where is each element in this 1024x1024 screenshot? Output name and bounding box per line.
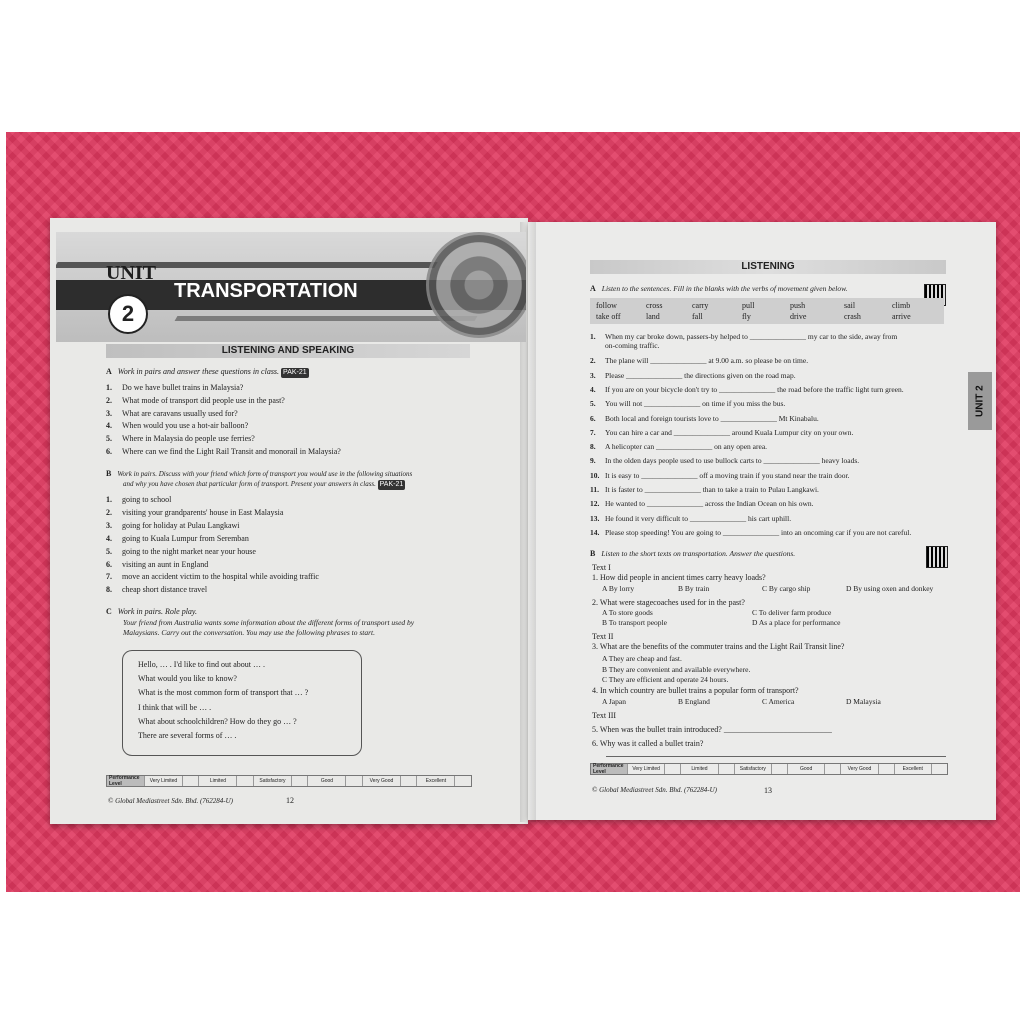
qr-code-icon[interactable]	[926, 546, 948, 568]
performance-cell	[346, 776, 363, 786]
performance-cell	[183, 776, 200, 786]
instruction: Your friend from Australia wants some information about the different forms of transport used by	[123, 618, 415, 627]
instruction: Work in pairs. Role play.	[117, 607, 198, 616]
question-text: Do we have bullet trains in Malaysia?	[122, 383, 244, 392]
question-text: Where in Malaysia do people use ferries?	[122, 434, 255, 444]
item-number: 8.	[590, 442, 596, 452]
performance-cell: Performance Level	[591, 764, 628, 774]
instruction: Malaysians. Carry out the conversation. You may use the following phrases to start.	[123, 628, 376, 637]
phrase: What would you like to know?	[138, 674, 237, 684]
option: C By cargo ship	[762, 584, 811, 593]
option: A They are cheap and fast.	[602, 654, 682, 663]
question: 5. When was the bullet train introduced? ___________________________	[592, 725, 832, 734]
text-label: Text II	[592, 632, 614, 641]
performance-cell: Satisfactory	[735, 764, 772, 774]
item-number: 4.	[590, 384, 596, 394]
phrase: Hello, … . I'd like to find out about … .	[138, 660, 265, 669]
performance-cell	[401, 776, 418, 786]
unit-tab: UNIT 2	[968, 372, 992, 430]
situation-text: going for holiday at Pulau Langkawi	[122, 520, 240, 530]
situation-text: going to school	[122, 495, 172, 504]
situation-text: move an accident victim to the hospital while avoiding traffic	[122, 572, 319, 582]
question-number: 4.	[106, 421, 112, 431]
performance-cell	[879, 764, 895, 774]
performance-cell	[719, 764, 735, 774]
item-text: In the olden days people used to use bullock carts to _______________ heavy loads.	[605, 456, 860, 466]
item-text: When my car broke down, passers-by helped to _______________ my car to the side, away from	[605, 332, 898, 341]
option: A Japan	[602, 697, 626, 706]
situation-text: going to Kuala Lumpur from Seremban	[122, 533, 249, 543]
performance-cell	[825, 764, 841, 774]
option: C America	[762, 697, 795, 706]
unit-label: UNIT	[106, 262, 157, 284]
copyright: © Global Mediastreet Sdn. Bhd. (762284-U)	[592, 786, 718, 794]
vocab-word: land	[646, 312, 660, 321]
instruction-line: and why you have chosen that particular form of transport. Present your answers in class.	[123, 480, 376, 488]
situation-number: 5.	[106, 546, 112, 556]
banner-stripe	[175, 316, 478, 321]
instruction	[123, 479, 405, 490]
performance-cell: Performance Level	[107, 776, 145, 786]
question: 4. In which country are bullet trains a popular form of transport?	[592, 686, 799, 695]
phrase: What is the most common form of transport that … ?	[138, 688, 309, 698]
performance-cell	[455, 776, 471, 786]
item-number: 5.	[590, 399, 596, 409]
vocab-word: follow	[596, 301, 617, 310]
item-text: Please _______________ the directions given on the road map.	[605, 370, 796, 380]
unit-number: 2	[108, 294, 148, 334]
option: D By using oxen and donkey	[846, 584, 934, 593]
situation-number: 1.	[106, 495, 112, 504]
performance-cell	[772, 764, 788, 774]
phrase: I think that will be … .	[138, 702, 212, 712]
question-text: Where can we find the Light Rail Transit and monorail in Malaysia?	[122, 447, 341, 456]
item-text: Both local and foreign tourists love to _______________ Mt Kinabalu.	[605, 413, 819, 423]
option: D Malaysia	[846, 697, 881, 706]
phrase: What about schoolchildren? How do they go … ?	[138, 716, 297, 726]
question-number: 1.	[106, 383, 112, 392]
pak-badge: PAK-21	[283, 369, 307, 376]
unit-title: TRANSPORTATION	[174, 280, 358, 302]
option: B To transport people	[602, 618, 667, 627]
item-text: You will not _______________ on time if you miss the bus.	[605, 399, 786, 409]
instruction: Work in pairs. Discuss with your friend which form of transport you would use in the following situations	[117, 470, 413, 478]
question-number: 2.	[106, 395, 112, 405]
situation-text: visiting your grandparents' house in East Malaysia	[122, 507, 284, 517]
option: A To store goods	[602, 608, 653, 617]
situation-text: cheap short distance travel	[122, 585, 208, 595]
situation-number: 4.	[106, 533, 112, 543]
performance-cell: Satisfactory	[254, 776, 292, 786]
instruction: Listen to the short texts on transportation. Answer the questions.	[601, 549, 796, 558]
wheel-graphic	[426, 232, 526, 338]
situation-number: 2.	[106, 507, 112, 517]
page-number: 12	[286, 796, 294, 805]
section-title: LISTENING AND SPEAKING	[106, 344, 470, 358]
question-text: When would you use a hot-air balloon?	[122, 421, 249, 431]
performance-cell: Good	[308, 776, 346, 786]
item-number: 2.	[590, 356, 596, 366]
vocab-word: pull	[742, 301, 755, 310]
answer-line	[606, 756, 946, 757]
section-b	[590, 549, 795, 559]
item-number: 14.	[590, 527, 600, 537]
situation-number: 3.	[106, 520, 112, 530]
performance-cell: Limited	[199, 776, 237, 786]
item-text: Please stop speeding! You are going to _______________ into an oncoming car if you are not careful.	[605, 527, 912, 537]
item-number: 12.	[590, 499, 600, 509]
performance-cell	[932, 764, 947, 774]
item-text: The plane will _______________ at 9.00 a.m. so please be on time.	[605, 356, 809, 366]
performance-cell: Good	[788, 764, 825, 774]
instruction: Listen to the sentences. Fill in the blanks with the verbs of movement given below.	[601, 284, 848, 293]
performance-cell: Very Limited	[628, 764, 665, 774]
item-text: It is easy to _______________ off a moving train if you stand near the train door.	[605, 470, 850, 480]
item-text: He found it very difficult to _______________ his cart uphill.	[605, 513, 792, 523]
section-a	[590, 284, 847, 294]
performance-level-table	[106, 775, 472, 787]
item-text: If you are on your bicycle don't try to _______________ the road before the traffic light turn green.	[605, 384, 904, 394]
vocab-word: cross	[646, 301, 663, 310]
question-text: What mode of transport did people use in the past?	[122, 395, 285, 405]
vocab-word: drive	[790, 312, 807, 321]
question: 6. Why was it called a bullet train?	[592, 739, 704, 748]
section-a	[106, 367, 309, 378]
copyright: © Global Mediastreet Sdn. Bhd. (762284-U)	[108, 797, 234, 805]
performance-cell	[665, 764, 681, 774]
question-number: 6.	[106, 447, 112, 456]
performance-cell: Very Good	[841, 764, 878, 774]
phrase: There are several forms of … .	[138, 731, 237, 740]
vocab-word: fly	[742, 312, 751, 321]
section-letter: A	[590, 284, 596, 293]
situation-number: 6.	[106, 559, 112, 569]
vocab-word: sail	[844, 301, 856, 310]
question-number: 3.	[106, 408, 112, 418]
performance-cell: Excellent	[417, 776, 455, 786]
section-c	[106, 607, 197, 617]
vocab-word: push	[790, 301, 806, 310]
performance-cell: Very Good	[363, 776, 401, 786]
option: D As a place for performance	[752, 618, 841, 627]
item-number: 11.	[590, 485, 599, 494]
section-b	[106, 469, 412, 479]
option: C To deliver farm produce	[752, 608, 832, 617]
option: B England	[678, 697, 710, 706]
item-text: It is faster to _______________ than to take a train to Pulau Langkawi.	[605, 485, 819, 494]
item-number: 1.	[590, 332, 596, 341]
section-letter: B	[106, 469, 112, 478]
performance-cell	[292, 776, 309, 786]
vocab-word: carry	[692, 301, 709, 310]
section-letter: B	[590, 549, 596, 558]
performance-cell: Excellent	[895, 764, 932, 774]
vocab-word: fall	[692, 312, 703, 321]
item-text: A helicopter can _______________ on any open area.	[605, 442, 768, 452]
vocab-word: climb	[892, 301, 911, 310]
situation-text: visiting an aunt in England	[122, 559, 209, 569]
text-label: Text I	[592, 563, 611, 572]
option: B They are convenient and available everywhere.	[602, 664, 751, 674]
item-number: 3.	[590, 370, 596, 380]
page-number: 13	[764, 786, 772, 795]
item-text: on-coming traffic.	[605, 341, 660, 350]
question-text: What are caravans usually used for?	[122, 408, 238, 418]
situation-number: 8.	[106, 585, 112, 595]
instruction: Work in pairs and answer these questions in class.	[117, 367, 280, 376]
situation-text: going to the night market near your house	[122, 546, 256, 556]
question: 2. What were stagecoaches used for in the past?	[592, 598, 745, 607]
question: 3. What are the benefits of the commuter trains and the Light Rail Transit line?	[592, 642, 845, 651]
performance-cell: Very Limited	[145, 776, 183, 786]
option: A By lorry	[602, 584, 635, 593]
section-title: LISTENING	[590, 260, 946, 274]
item-number: 9.	[590, 456, 596, 466]
option: C They are efficient and operate 24 hours.	[602, 675, 729, 684]
item-number: 7.	[590, 427, 596, 437]
pak-badge: PAK-21	[379, 481, 404, 488]
vocab-word: take off	[596, 312, 621, 321]
item-text: He wanted to _______________ across the Indian Ocean on his own.	[605, 499, 814, 509]
option: B By train	[678, 584, 710, 593]
text-label: Text III	[592, 711, 617, 720]
vocab-word: crash	[844, 312, 861, 321]
performance-level-table	[590, 763, 948, 775]
section-letter: A	[106, 367, 112, 376]
question: 1. How did people in ancient times carry heavy loads?	[592, 573, 766, 582]
vocabulary-box	[590, 298, 944, 324]
performance-cell	[237, 776, 254, 786]
item-text: You can hire a car and _______________ around Kuala Lumpur city on your own.	[605, 427, 854, 437]
section-letter: C	[106, 607, 112, 616]
vocab-word: arrive	[892, 312, 911, 321]
situation-number: 7.	[106, 572, 112, 582]
item-number: 10.	[590, 470, 600, 480]
performance-cell: Limited	[681, 764, 718, 774]
question-number: 5.	[106, 434, 112, 444]
item-number: 6.	[590, 413, 596, 423]
item-number: 13.	[590, 513, 600, 523]
